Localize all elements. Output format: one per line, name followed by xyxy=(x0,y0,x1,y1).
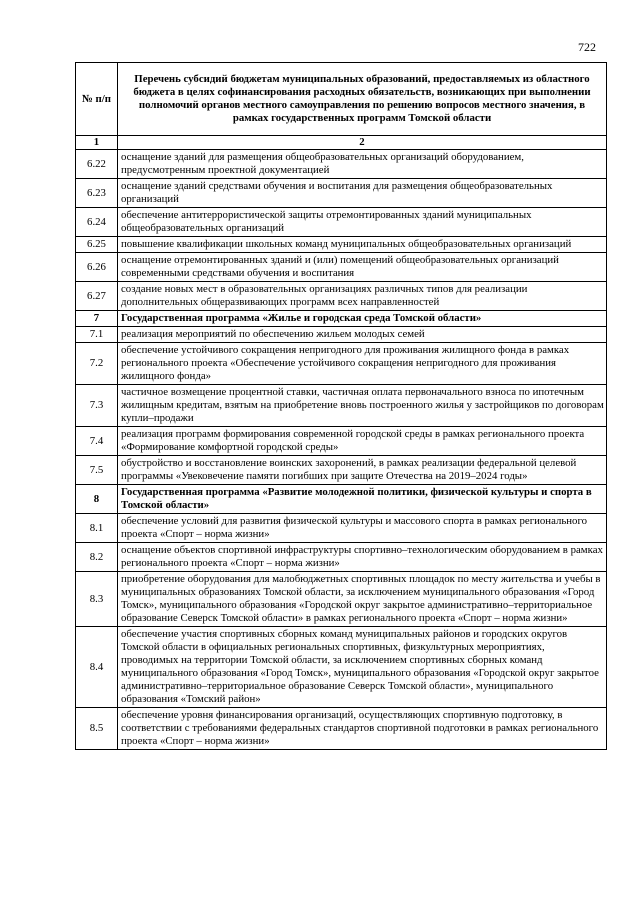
header-title-cell: Перечень субсидий бюджетам муниципальных образований, предоставляемых из областного бюджета в целях софинансирования расходных обязательств, возникающих при выполнении полномочий органов местного самоуправления по решению вопросов местного значения, в рамках государственных программ Томской области xyxy=(118,63,607,136)
row-number-cell: 7.4 xyxy=(76,427,118,456)
row-text-cell: обеспечение устойчивого сокращения непригодного для проживания жилищного фонда в рамках регионального проекта «Обеспечение устойчивого сокращения непригодного для проживания жилищного фонда» xyxy=(118,343,607,385)
table-row xyxy=(76,253,607,282)
header-num-cell: № п/п xyxy=(76,63,118,136)
table-row xyxy=(76,627,607,708)
row-number-cell: 8.3 xyxy=(76,572,118,627)
row-number-cell: 8.5 xyxy=(76,708,118,750)
row-number-cell: 7 xyxy=(76,311,118,327)
row-number-cell: 7.1 xyxy=(76,327,118,343)
table-row xyxy=(76,237,607,253)
table-row xyxy=(76,179,607,208)
page-number: 722 xyxy=(578,40,596,54)
row-number-cell: 6.24 xyxy=(76,208,118,237)
row-text-cell: оснащение отремонтированных зданий и (или) помещений общеобразовательных организаций современными средствами обучения и воспитания xyxy=(118,253,607,282)
table-row xyxy=(76,427,607,456)
row-text-cell: частичное возмещение процентной ставки, частичная оплата первоначального взноса по ипотечным жилищным кредитам, взятым на приобретение вновь построенного жилья у застройщиков по договорам купли–продажи xyxy=(118,385,607,427)
row-number-cell: 7.2 xyxy=(76,343,118,385)
row-number-cell: 7.5 xyxy=(76,456,118,485)
table-row xyxy=(76,150,607,179)
program-row xyxy=(76,485,607,514)
row-number-cell: 6.26 xyxy=(76,253,118,282)
row-number-cell: 8.4 xyxy=(76,627,118,708)
row-number-cell: 8.2 xyxy=(76,543,118,572)
row-text-cell: Государственная программа «Развитие молодежной политики, физической культуры и спорта в Томской области» xyxy=(118,485,607,514)
table-row xyxy=(76,543,607,572)
column-number-row xyxy=(76,136,607,150)
row-number-cell: 7.3 xyxy=(76,385,118,427)
table-row xyxy=(76,708,607,750)
row-text-cell: оснащение объектов спортивной инфраструктуры спортивно–технологическим оборудованием в рамках регионального проекта «Спорт – норма жизни» xyxy=(118,543,607,572)
row-number-cell: 8 xyxy=(76,485,118,514)
table-row xyxy=(76,385,607,427)
row-text-cell: оснащение зданий средствами обучения и воспитания для размещения общеобразовательных организаций xyxy=(118,179,607,208)
row-text-cell: обеспечение участия спортивных сборных команд муниципальных районов и городских округов Томской области в официальных региональных спортивных, физкультурных мероприятиях, проводимых на территории Томской области, за исключением спортивных сборных команд муниципального образования «Город Томск», муниципального образования «Городской округ закрытое административно–территориальное образование Северск Томской области», муниципального образования «Томский район» xyxy=(118,627,607,708)
row-text-cell: реализация мероприятий по обеспечению жильем молодых семей xyxy=(118,327,607,343)
table-row xyxy=(76,572,607,627)
row-text-cell: повышение квалификации школьных команд муниципальных общеобразовательных организаций xyxy=(118,237,607,253)
row-number-cell: 6.27 xyxy=(76,282,118,311)
column-number-2: 2 xyxy=(118,136,607,150)
row-number-cell: 8.1 xyxy=(76,514,118,543)
table-row xyxy=(76,456,607,485)
table-row xyxy=(76,282,607,311)
row-number-cell: 6.23 xyxy=(76,179,118,208)
row-number-cell: 6.25 xyxy=(76,237,118,253)
row-text-cell: создание новых мест в образовательных организациях различных типов для реализации дополнительных общеразвивающих программ всех направленностей xyxy=(118,282,607,311)
table-row xyxy=(76,514,607,543)
table-row xyxy=(76,208,607,237)
row-text-cell: оснащение зданий для размещения общеобразовательных организаций оборудованием, предусмотренным проектной документацией xyxy=(118,150,607,179)
row-text-cell: обеспечение уровня финансирования организаций, осуществляющих спортивную подготовку, в соответствии с требованиями федеральных стандартов спортивной подготовки в рамках регионального проекта «Спорт – норма жизни» xyxy=(118,708,607,750)
row-text-cell: приобретение оборудования для малобюджетных спортивных площадок по месту жительства и учебы в муниципальных образованиях Томской области, за исключением муниципального образования «Город Томск», муниципального образования «Городской округ закрытое административно–территориальное образование Северск Томской области» в рамках регионального проекта «Спорт – норма жизни» xyxy=(118,572,607,627)
column-number-1: 1 xyxy=(76,136,118,150)
row-number-cell: 6.22 xyxy=(76,150,118,179)
row-text-cell: обустройство и восстановление воинских захоронений, в рамках реализации федеральной целевой программы «Увековечение памяти погибших при защите Отечества на 2019–2024 годы» xyxy=(118,456,607,485)
row-text-cell: обеспечение условий для развития физической культуры и массового спорта в рамках регионального проекта «Спорт – норма жизни» xyxy=(118,514,607,543)
table-row xyxy=(76,327,607,343)
program-row xyxy=(76,311,607,327)
table-row xyxy=(76,343,607,385)
subsidy-table xyxy=(75,62,607,750)
table-header-row xyxy=(76,63,607,136)
row-text-cell: обеспечение антитеррористической защиты отремонтированных зданий муниципальных общеобразовательных организаций xyxy=(118,208,607,237)
row-text-cell: Государственная программа «Жилье и городская среда Томской области» xyxy=(118,311,607,327)
row-text-cell: реализация программ формирования современной городской среды в рамках регионального проекта «Формирование комфортной городской среды» xyxy=(118,427,607,456)
